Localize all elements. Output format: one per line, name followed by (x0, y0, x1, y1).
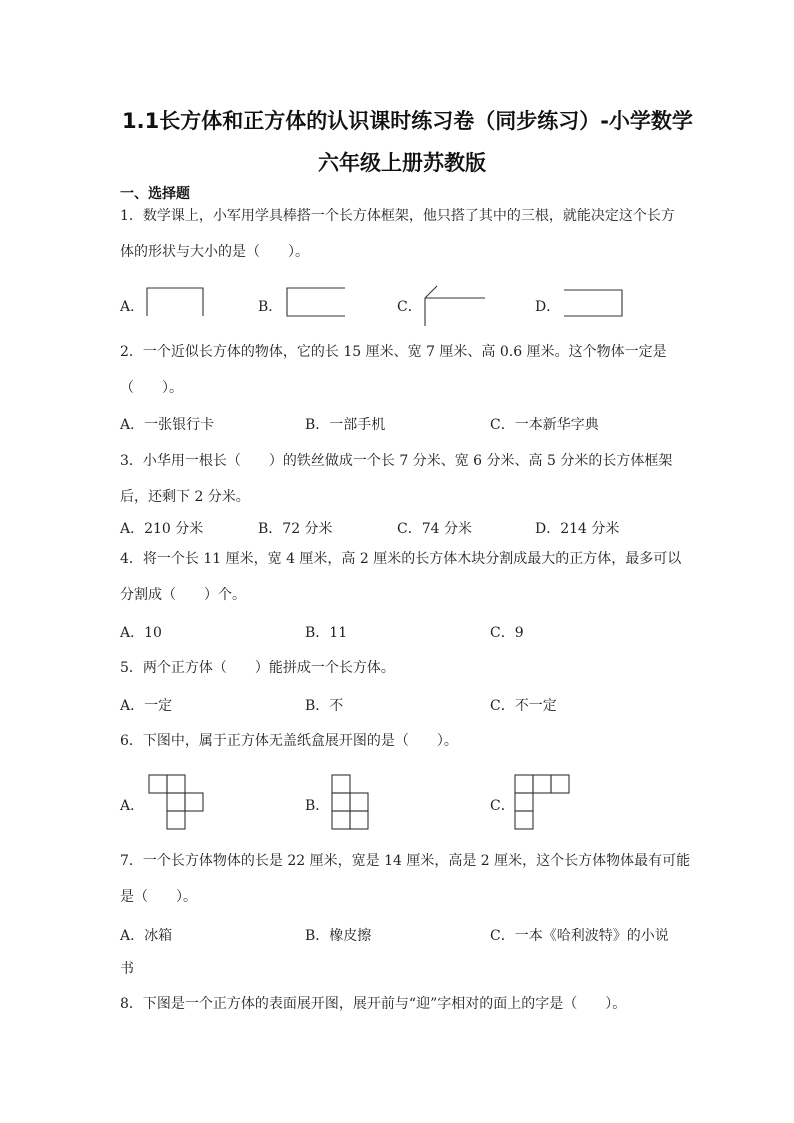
question-1-line-1: 1．数学课上，小军用学具棒搭一个长方体框架，他只搭了其中的三根，就能决定这个长方 (120, 208, 675, 224)
q1-option-d-label: D． (535, 299, 561, 315)
q7-option-c-wrap: 书 (120, 961, 134, 977)
page-title: 1.1长方体和正方体的认识课时练习卷（同步练习）-小学数学 (122, 109, 693, 133)
question-4-line-2: 分割成（ ）个。 (120, 587, 246, 603)
question-2-line-1: 2．一个近似长方体的物体，它的长 15 厘米、宽 7 厘米、高 0.6 厘米。这个物体一定是 (120, 344, 667, 360)
q6-option-a-label: A． (120, 798, 145, 814)
q6-option-c-net (514, 774, 572, 832)
q2-option-b: B．一部手机 (305, 417, 386, 433)
q6-option-b-net (331, 774, 371, 832)
question-3-line-1: 3．小华用一根长（ ）的铁丝做成一个长 7 分米、宽 6 分米、高 5 分米的长方体框架 (120, 453, 673, 469)
q1-option-a-label: A． (120, 299, 145, 315)
q3-option-b: B．72 分米 (258, 521, 333, 537)
question-1-line-2: 体的形状与大小的是（ ）。 (120, 244, 309, 260)
q1-option-a-figure (145, 286, 207, 320)
q4-option-c: C．9 (490, 625, 524, 641)
q5-option-a: A．一定 (120, 698, 173, 714)
q4-option-b: B．11 (305, 625, 348, 641)
question-7-line-1: 7．一个长方体物体的长是 22 厘米，宽是 14 厘米，高是 2 厘米，这个长方体物体最有可能 (120, 853, 691, 869)
question-5-line-1: 5．两个正方体（ ）能拼成一个长方体。 (120, 660, 395, 676)
q3-option-c: C．74 分米 (397, 521, 472, 537)
q3-option-d: D．214 分米 (535, 521, 620, 537)
q7-option-c: C．一本《哈利波特》的小说 (490, 928, 669, 944)
q7-option-b: B．橡皮擦 (305, 928, 372, 944)
q1-option-c-figure (423, 284, 489, 328)
q4-option-a: A．10 (120, 625, 162, 641)
q7-option-a: A．冰箱 (120, 928, 173, 944)
q6-option-b-label: B． (305, 798, 330, 814)
q5-option-c: C．不一定 (490, 698, 557, 714)
question-4-line-1: 4．将一个长 11 厘米，宽 4 厘米，高 2 厘米的长方体木块分割成最大的正方体，最多可以 (120, 551, 682, 567)
q1-option-b-figure (285, 286, 349, 320)
page-subtitle: 六年级上册苏教版 (318, 151, 486, 175)
question-2-line-2: （ ）。 (120, 380, 183, 396)
q2-option-c: C．一本新华字典 (490, 417, 599, 433)
q1-option-c-label: C． (397, 299, 422, 315)
section-heading: 一、选择题 (120, 186, 190, 202)
question-7-line-2: 是（ ）。 (120, 889, 197, 905)
question-8-line-1: 8．下图是一个正方体的表面展开图，展开前与“迎”字相对的面上的字是（ ）。 (120, 996, 627, 1012)
question-3-line-2: 后，还剩下 2 分米。 (120, 489, 250, 505)
q1-option-d-figure (562, 288, 626, 320)
q6-option-c-label: C． (490, 798, 515, 814)
q6-option-a-net (148, 774, 206, 832)
q5-option-b: B．不 (305, 698, 344, 714)
q1-option-b-label: B． (258, 299, 283, 315)
q2-option-a: A．一张银行卡 (120, 417, 215, 433)
q3-option-a: A．210 分米 (120, 521, 204, 537)
question-6-line-1: 6．下图中，属于正方体无盖纸盒展开图的是（ ）。 (120, 733, 458, 749)
